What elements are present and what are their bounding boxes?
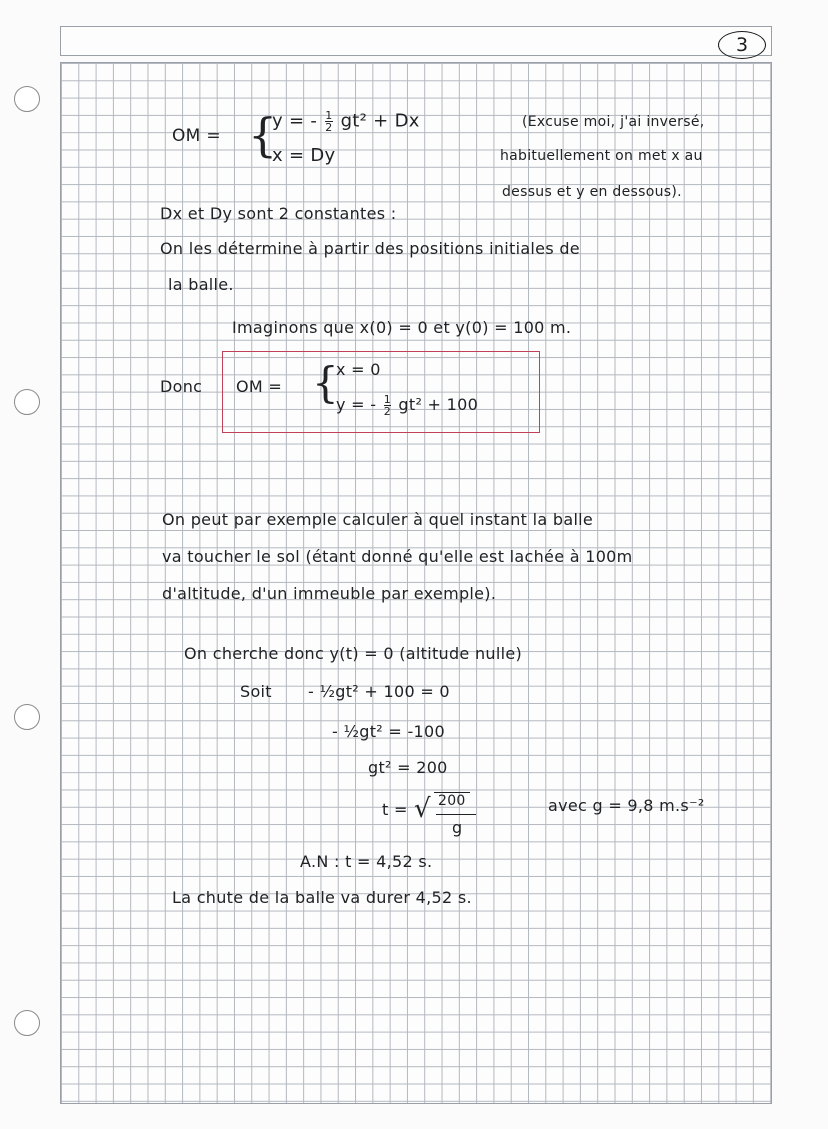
frac-bar: [436, 814, 476, 815]
binder-hole: [14, 86, 40, 112]
system1-line2: x = Dy: [272, 145, 336, 166]
text-block2-line3: d'altitude, d'un immeuble par exemple).: [162, 584, 497, 603]
binder-hole: [14, 389, 40, 415]
frac-den: 2: [383, 405, 392, 418]
hypothesis-line: Imaginons que x(0) = 0 et y(0) = 100 m.: [232, 318, 572, 337]
solve-eq1: - ½gt² + 100 = 0: [308, 682, 450, 701]
solve-eq3: gt² = 200: [368, 758, 448, 777]
system2-brace: {: [312, 358, 339, 407]
system1-line1: [272, 110, 420, 133]
frac-den: 2: [325, 121, 333, 134]
text-block2-line1: On peut par exemple calculer à quel instant la balle: [162, 510, 594, 529]
system2-line2-text: y = -: [336, 395, 377, 414]
solve-conclusion: La chute de la balle va durer 4,52 s.: [172, 888, 472, 907]
text-block2-line2: va toucher le sol (étant donné qu'elle est lachée à 100m: [162, 547, 633, 566]
system2-line1: x = 0: [336, 360, 381, 379]
system1-line1-text: y = -: [272, 110, 318, 132]
page-number: 3: [718, 31, 766, 59]
solve-eq4-lhs: t =: [382, 800, 408, 819]
note-line2: habituellement on met x au: [500, 148, 703, 164]
header-band: [60, 26, 772, 56]
system2-line2: [336, 394, 478, 417]
text-block1-line3: la balle.: [168, 275, 234, 294]
sqrt-symbol: √: [414, 794, 431, 824]
vector-om-label: [172, 126, 221, 146]
binder-hole: [14, 1010, 40, 1036]
solve-soit: Soit: [240, 682, 272, 701]
system2-line2-tail: gt² + 100: [398, 395, 479, 414]
solve-avec: avec g = 9,8 m.s⁻²: [548, 796, 705, 815]
solve-an: A.N : t = 4,52 s.: [300, 852, 433, 871]
system1-fraction: [325, 110, 332, 133]
note-line3: dessus et y en dessous).: [502, 184, 682, 200]
system1-lhs: OM =: [172, 126, 221, 146]
solve-eq4-num: 200: [434, 792, 470, 809]
binder-hole: [14, 704, 40, 730]
system2-fraction: [384, 394, 391, 417]
solve-intro: On cherche donc y(t) = 0 (altitude nulle): [184, 644, 523, 663]
note-line1: (Excuse moi, j'ai inversé,: [522, 114, 705, 130]
text-block1-line2: On les détermine à partir des positions initiales de: [160, 239, 580, 258]
system2-lhs: OM =: [236, 377, 283, 396]
system1-brace: {: [248, 108, 278, 162]
frac-num: 1: [383, 393, 392, 406]
system2-prefix: Donc: [160, 377, 203, 396]
system1-line1-tail: gt² + Dx: [340, 110, 420, 132]
frac-num: 1: [325, 109, 333, 122]
solve-eq2: - ½gt² = -100: [332, 722, 446, 741]
text-block1-line1: Dx et Dy sont 2 constantes :: [160, 204, 397, 223]
solve-eq4-den: g: [452, 818, 463, 837]
